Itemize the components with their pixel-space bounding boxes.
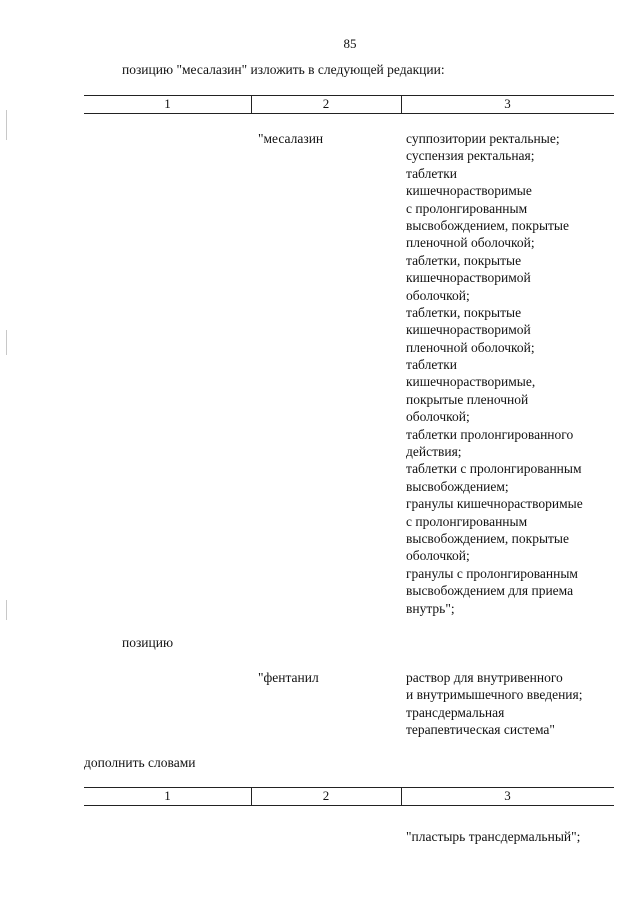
dosage-form-line: таблетки (406, 357, 458, 373)
dosage-form-line: действия; (406, 444, 462, 460)
table2-bottom-rule (84, 805, 614, 806)
dosage-form-line: гранулы кишечнорастворимые (406, 496, 583, 512)
fentanyl-forms-list (406, 669, 583, 739)
table2-header-col1: 1 (164, 788, 171, 803)
dosage-form-line: таблетки пролонгированного (406, 426, 574, 442)
dosage-form-line: таблетки, покрытые (406, 252, 522, 268)
supplement-label: дополнить словами (84, 755, 196, 770)
page-number: 85 (343, 36, 357, 51)
dosage-form-line: пленочной оболочкой; (406, 339, 535, 355)
intro-text: позицию "месалазин" изложить в следующей редакции: (122, 62, 445, 77)
table1-bottom-rule (84, 113, 614, 114)
table2-header-col3: 3 (504, 788, 511, 803)
addition-text: "пластырь трансдермальный"; (406, 829, 581, 844)
table1-header-col2: 2 (322, 96, 330, 111)
dosage-form-line: терапевтическая система" (406, 722, 555, 738)
dosage-form-line: оболочкой; (406, 409, 470, 425)
dosage-form-line: таблетки, покрытые (406, 304, 522, 320)
dosage-form-line: с пролонгированным (406, 513, 528, 529)
dosage-form-line: суспензия ректальная; (406, 148, 535, 164)
dosage-form-line: кишечнорастворимые (406, 183, 532, 199)
dosage-form-line: трансдермальная (406, 704, 505, 720)
dosage-form-line: внутрь"; (406, 600, 455, 616)
dosage-form-line: высвобождением для приема (406, 583, 574, 599)
drug-name-mesalazine: "месалазин (258, 131, 324, 146)
dosage-form-line: высвобождением, покрытые (406, 530, 569, 546)
dosage-form-line: таблетки с пролонгированным (406, 461, 582, 477)
mesalazine-forms-list (406, 130, 583, 617)
dosage-form-line: с пролонгированным (406, 200, 528, 216)
scan-artifact (6, 600, 7, 620)
dosage-form-line: раствор для внутривенного (406, 670, 563, 685)
dosage-form-line: кишечнорастворимой (406, 270, 531, 286)
dosage-form-line: кишечнорастворимые, (406, 374, 536, 390)
dosage-form-line: оболочкой; (406, 548, 470, 564)
table1-header-col3: 3 (504, 96, 511, 111)
dosage-form-line: оболочкой; (406, 287, 470, 303)
dosage-form-line: высвобождением, покрытые (406, 217, 569, 233)
scan-artifact (6, 330, 7, 355)
scan-artifact (6, 110, 7, 140)
table1-header-col1: 1 (164, 96, 171, 111)
dosage-form-line: покрытые пленочной (406, 391, 529, 407)
position-label: позицию (122, 635, 174, 650)
table2-header-col2: 2 (322, 788, 330, 803)
dosage-form-line: гранулы с пролонгированным (406, 565, 578, 581)
dosage-form-line: таблетки (406, 165, 458, 181)
drug-name-fentanyl: "фентанил (258, 670, 319, 685)
dosage-form-line: кишечнорастворимой (406, 322, 531, 338)
dosage-form-line: пленочной оболочкой; (406, 235, 535, 251)
dosage-form-line: суппозитории ректальные; (406, 131, 560, 146)
dosage-form-line: и внутримышечного введения; (406, 687, 583, 703)
dosage-form-line: высвобождением; (406, 478, 509, 494)
